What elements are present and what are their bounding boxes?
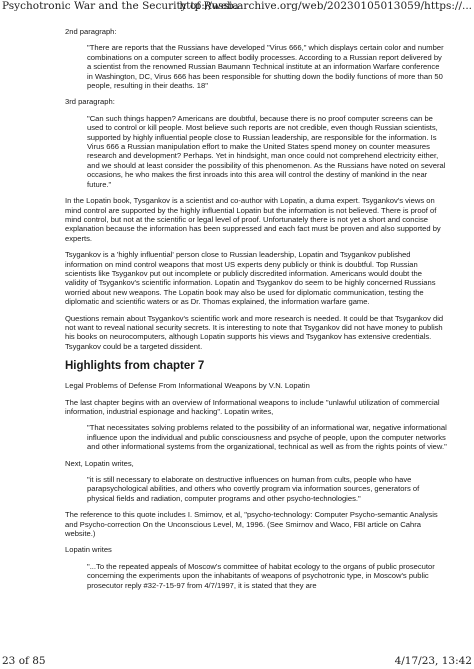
quote-virus-666: "There are reports that the Russians have developed "Virus 666," which displays certain color and number combinations on a computer screen to affect bodily processes. According to a Russian report delivered by a scientist from the renowned Russian Baumann Technical institute at an information Warfare conference in Washington, DC, Virus 666 has been responsible for shutting down the bodily functions of more than 50 people, resulting in their deaths. 18" (87, 43, 444, 91)
paragraph-lopatin-writes: Lopatin writes (65, 545, 112, 555)
page-number: 23 of 85 (2, 655, 46, 667)
paragraph-tsygankov-influential: Tsygankov is a 'highly influential' person close to Russian leadership, Lopatin and Tsygankov published information on mind control weapons that most US experts deny publicly or think is doubtful. Top Russian scientists like Tsygankov put out incomplete or publicly discredited information. Americans would doubt the validity of Tsygankov's scientific information. Lopatin and Tsygankov do seem to be highly concerned Russians worried about new weapons. The Lopatin book may also be used for diplomatic communication, testing the diplomatic and scientific waters or as Dr. Thomas explained, the information warfare game. (65, 250, 436, 307)
paragraph-next-lopatin: Next, Lopatin writes, (65, 458, 134, 468)
label-3rd-paragraph: 3rd paragraph: (65, 97, 115, 107)
paragraph-last-chapter: The last chapter begins with an overview of Informational weapons to include "unlawful utilization of commercial information, industrial espionage and hacking". Lopatin writes, (65, 397, 440, 416)
page-url: http://web.archive.org/web/20230105013059/https://... (179, 0, 472, 12)
browser-print-footer (0, 655, 474, 669)
section-heading: Highlights from chapter 7 (65, 360, 205, 373)
paragraph-legal-problems: Legal Problems of Defense From Informational Weapons by V.N. Lopatin (65, 381, 310, 391)
label-2nd-paragraph: 2nd paragraph: (65, 27, 117, 36)
paragraph-lopatin-book: In the Lopatin book, Tysgankov is a scientist and co-author with Lopatin, a duma expert. Tsygankov's views on mind control are supported by the highly influential Lopatin but the information is not believed. There is proof of mind control, but not at the scientific or legal level of proof. Unfortunately there is not yet a short and concise explanation because the information has been suppressed and each fact must be proven and also supported by experts. (65, 196, 441, 243)
paragraph-reference-smirnov: The reference to this quote includes I. Smirnov, et al, "psycho-technology: Computer Psycho-semantic Analysis and Psycho-correction On the Unconscious Level, M, 1996. (See Smirnov and Waco, FBI article on Cahra website.) (65, 510, 438, 539)
quote-destructive-influences: "it is still necessary to elaborate on destructive influences on human from cults, people who have parapsychological abilities, and others who covertly program via information sources, generators of physical fields and radiation, computer programs and other psycho-technologies." (87, 475, 420, 503)
print-datetime: 4/17/23, 13:42 (394, 655, 472, 667)
paragraph-questions-remain: Questions remain about Tsygankov's scientific work and more research is needed. It could be that Tsygankov did not want to reveal national security secrets. It is interesting to note that Tsygankov did not have money to publish his books on neurocomputers, although Lopatin supports his views and Tsygankov has extensive credentials. Tsygankov could be a targeted dissident. (65, 313, 444, 351)
page-title: Psychotronic War and the Security of Russia (2, 0, 239, 12)
quote-informational-war: "That necessitates solving problems related to the possibility of an informational war, negative informational influence upon the individual and public consciousness and psyche of people, upon the computer networks and other informational systems from the organizational, technical as well as from the rights points of view." (87, 423, 447, 452)
quote-can-such-things-happen: "Can such things happen? Americans are doubtful, because there is no proof computer screens can be used to control or kill people. Most believe such reports are not credible, even though Russian scientists, supported by highly influential people close to Russian leadership, are responsible for the information. Is Virus 666 a Russian manipulation effort to make the United States spend money on counter measures research and development? Perhaps. Yet in hindsight, man once could not comprehend electricity either, and we should at least consider the possibility of this phenomenon. As the Russians have noted on several occasions, he who makes the first inroads into this area will control the destiny of mankind in the near future." (87, 113, 446, 189)
quote-moscow-committee: "...To the repeated appeals of Moscow's committee of habitat ecology to the organs of public prosecutor concerning the experiments upon the inhabitants of weapons of psychotronic type, in Moscow's public prosecutor reply #32-7-15-97 from 4/7/1997, it is stated that they are (87, 561, 435, 590)
browser-print-header (0, 0, 474, 14)
document-body (65, 27, 447, 597)
